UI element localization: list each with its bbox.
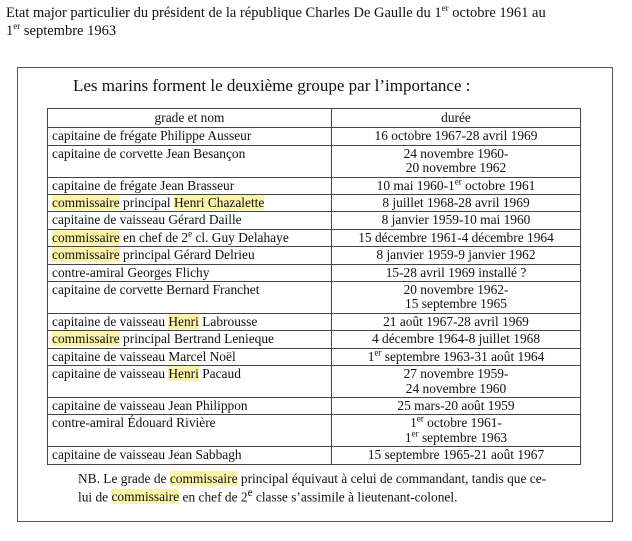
- grade-et-nom-highlighted-text: Henri: [168, 366, 199, 382]
- table-row: [48, 397, 581, 414]
- duree-cell: [332, 145, 581, 177]
- grade-et-nom-highlighted-text: commissaire: [52, 195, 120, 211]
- grade-et-nom-text: capitaine de frégate Philippe Ausseur: [52, 128, 252, 144]
- table-row: [48, 447, 581, 464]
- grade-et-nom-text: capitaine de corvette Bernard Franchet: [52, 282, 260, 298]
- grade-et-nom-text: capitaine de vaisseau: [52, 313, 169, 329]
- grade-et-nom-cell: [48, 177, 332, 194]
- table-row: [48, 128, 581, 145]
- duree-cell: [332, 282, 581, 314]
- grade-et-nom-cell: [48, 195, 332, 212]
- table-body: [48, 128, 581, 464]
- duree-cell: [332, 264, 581, 281]
- duree-text: septembre 1963-31 août 1964: [381, 348, 545, 364]
- duree-cell: [332, 128, 581, 145]
- duree-cell: [332, 415, 581, 447]
- duree-cell: [332, 331, 581, 348]
- grade-et-nom-text: contre-amiral Édouard Rivière: [52, 415, 216, 431]
- duree-cell: [332, 366, 581, 398]
- table-row: [48, 145, 581, 177]
- grade-et-nom-cell: [48, 397, 332, 414]
- grade-et-nom-cell: [48, 145, 332, 177]
- duree-text: 25 mars-20 août 1959: [397, 397, 515, 413]
- duree-text: 15 septembre 1965-21 août 1967: [367, 447, 545, 463]
- duree-text: 20 novembre 1962-: [403, 282, 509, 298]
- table-row: [48, 282, 581, 314]
- duree-text: 15 septembre 1965: [405, 296, 507, 312]
- table-header-row: [48, 109, 581, 128]
- duree-superscript: er: [454, 176, 462, 187]
- duree-text: 8 janvier 1959-9 janvier 1962: [376, 247, 536, 263]
- document-frame: [17, 67, 613, 522]
- duree-text: 1: [404, 429, 412, 445]
- grade-et-nom-text: contre-amiral Georges Flichy: [52, 264, 210, 280]
- grade-et-nom-cell: [48, 415, 332, 447]
- table-row: [48, 229, 581, 246]
- duree-text: septembre 1963: [418, 429, 508, 445]
- grade-et-nom-text: capitaine de vaisseau Jean Philippon: [52, 397, 248, 413]
- column-header-grade: grade et nom: [48, 109, 332, 128]
- grade-et-nom-cell: [48, 282, 332, 314]
- marins-table: [47, 108, 581, 465]
- table-row: [48, 366, 581, 398]
- grade-et-nom-highlighted-text: commissaire: [52, 331, 120, 347]
- grade-et-nom-highlighted-text: Henri Chazalette: [173, 195, 265, 211]
- heading-line2-sup: er: [13, 21, 21, 32]
- duree-text: 8 juillet 1968-28 avril 1969: [382, 195, 530, 211]
- nb-text: NB. Le grade de: [78, 471, 170, 486]
- duree-text: 24 novembre 1960: [405, 380, 507, 396]
- grade-et-nom-text: principal: [119, 195, 174, 211]
- heading-line2-start: 1: [6, 23, 14, 39]
- grade-et-nom-highlighted-text: commissaire: [52, 229, 120, 245]
- duree-text: 21 août 1967-28 avril 1969: [383, 313, 529, 329]
- grade-et-nom-cell: [48, 348, 332, 365]
- table-row: [48, 195, 581, 212]
- duree-text: 8 janvier 1959-10 mai 1960: [381, 212, 531, 228]
- grade-et-nom-text: capitaine de vaisseau Jean Sabbagh: [52, 447, 242, 463]
- grade-et-nom-text: principal Gérard Delrieu: [119, 247, 255, 263]
- grade-et-nom-text: Pacaud: [198, 366, 241, 382]
- grade-et-nom-cell: [48, 212, 332, 229]
- page-heading: [6, 4, 626, 40]
- grade-et-nom-text: cl. Guy Delahaye: [192, 229, 289, 245]
- duree-cell: [332, 229, 581, 246]
- grade-et-nom-text: capitaine de vaisseau: [52, 366, 169, 382]
- grade-et-nom-highlighted-text: commissaire: [52, 247, 120, 263]
- duree-text: octobre 1961-: [423, 415, 502, 431]
- duree-cell: [332, 397, 581, 414]
- grade-et-nom-text: capitaine de frégate Jean Brasseur: [52, 177, 235, 193]
- table-row: [48, 313, 581, 330]
- duree-text: 1: [410, 415, 417, 431]
- duree-text: octobre 1961: [461, 177, 536, 193]
- heading-line1-text: Etat major particulier du président de la république Charles De Gaulle du 1: [6, 5, 442, 21]
- grade-et-nom-cell: [48, 247, 332, 264]
- nb-text: lui de: [78, 489, 112, 505]
- grade-et-nom-cell: [48, 447, 332, 464]
- grade-et-nom-text: en chef de 2: [119, 229, 189, 245]
- grade-et-nom-text: principal Bertrand Lenieque: [119, 331, 274, 347]
- duree-superscript: er: [374, 347, 382, 358]
- grade-et-nom-highlighted-text: Henri: [168, 313, 199, 329]
- duree-text: 10 mai 1960-1: [376, 177, 455, 193]
- grade-et-nom-cell: [48, 264, 332, 281]
- duree-text: 15-28 avril 1969 installé ?: [385, 264, 527, 280]
- table-row: [48, 177, 581, 194]
- duree-superscript: er: [411, 428, 419, 439]
- duree-cell: [332, 195, 581, 212]
- duree-text: 4 décembre 1964-8 juillet 1968: [371, 331, 541, 347]
- duree-cell: [332, 447, 581, 464]
- column-header-duree: durée: [332, 109, 581, 128]
- table-row: [48, 264, 581, 281]
- nb-note: [78, 471, 598, 504]
- nb-highlighted-text: commissaire: [111, 489, 180, 505]
- grade-et-nom-cell: [48, 229, 332, 246]
- table-row: [48, 247, 581, 264]
- duree-cell: [332, 247, 581, 264]
- intro-text: Les marins forment le deuxième groupe par l’importance :: [73, 76, 471, 95]
- nb-text: en chef de 2: [179, 489, 248, 505]
- nb-highlighted-text: commissaire: [169, 471, 238, 486]
- nb-superscript: e: [247, 487, 253, 499]
- duree-text: 15 décembre 1961-4 décembre 1964: [358, 229, 554, 245]
- nb-text: classe s’assimile à lieutenant-colonel.: [252, 489, 458, 505]
- table-row: [48, 348, 581, 365]
- nb-text: principal équivaut à celui de commandant, tandis que ce-: [237, 471, 547, 486]
- grade-et-nom-text: Labrousse: [198, 313, 258, 329]
- table-row: [48, 212, 581, 229]
- grade-et-nom-cell: [48, 313, 332, 330]
- grade-et-nom-text: capitaine de vaisseau Marcel Noël: [52, 348, 236, 364]
- table-row: [48, 331, 581, 348]
- duree-text: 20 novembre 1962: [405, 160, 507, 176]
- duree-cell: [332, 348, 581, 365]
- duree-text: 1: [367, 348, 375, 364]
- duree-cell: [332, 212, 581, 229]
- grade-et-nom-superscript: e: [188, 228, 193, 239]
- grade-et-nom-text: capitaine de vaisseau Gérard Daille: [52, 212, 242, 228]
- grade-et-nom-cell: [48, 366, 332, 398]
- duree-cell: [332, 313, 581, 330]
- duree-superscript: er: [416, 413, 424, 424]
- heading-line1-sup: er: [441, 3, 449, 14]
- grade-et-nom-cell: [48, 331, 332, 348]
- table-row: [48, 415, 581, 447]
- grade-et-nom-text: capitaine de corvette Jean Besançon: [52, 145, 246, 161]
- duree-text: 27 novembre 1959-: [403, 366, 509, 382]
- heading-line1-end: octobre 1961 au: [448, 5, 546, 21]
- grade-et-nom-cell: [48, 128, 332, 145]
- duree-cell: [332, 177, 581, 194]
- heading-line2-end: septembre 1963: [20, 23, 117, 39]
- duree-text: 24 novembre 1960-: [403, 145, 509, 161]
- duree-text: 16 octobre 1967-28 avril 1969: [374, 128, 538, 144]
